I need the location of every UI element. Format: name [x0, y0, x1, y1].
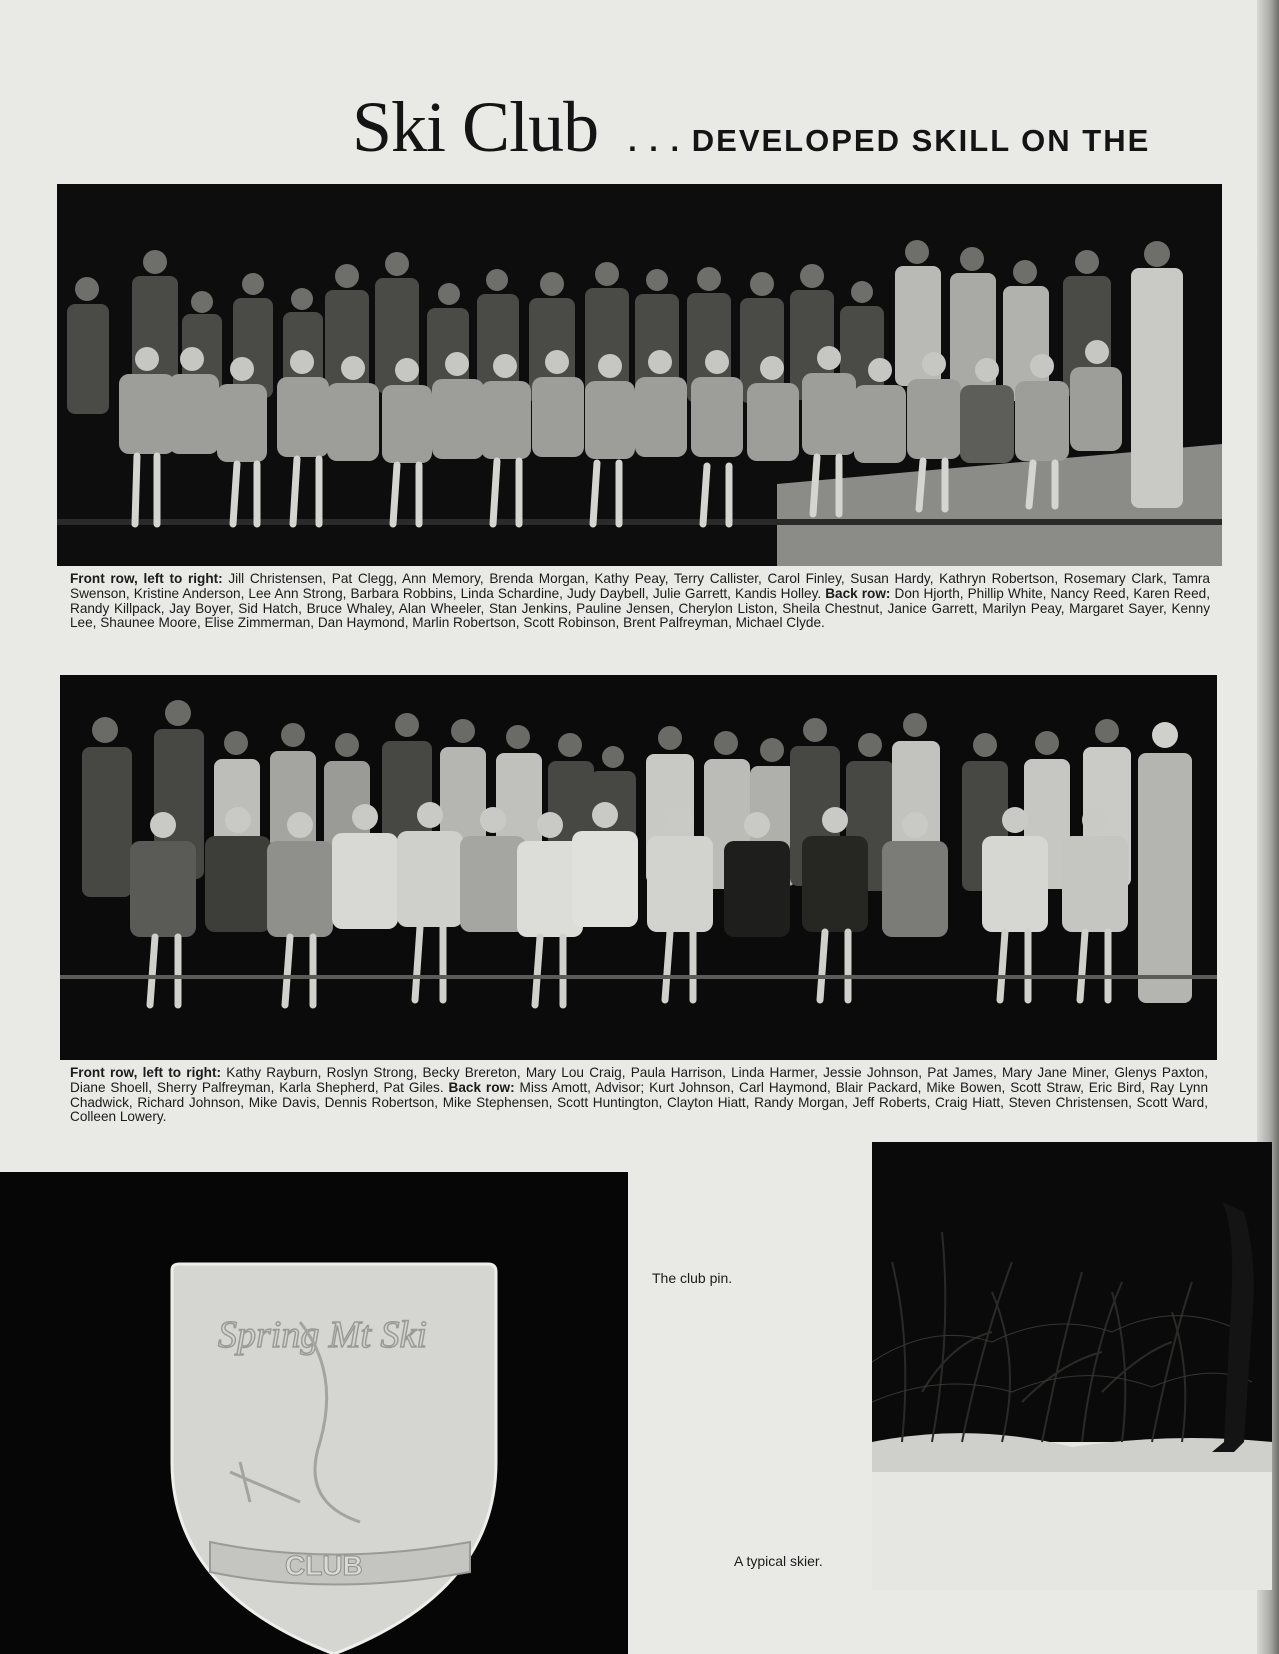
group-photo-1-image [57, 184, 1222, 566]
photo2-front-row-label: Front row, left to right: [70, 1065, 222, 1080]
photo1-caption [70, 572, 1210, 631]
page-title: Ski Club [352, 87, 599, 167]
page-heading [352, 86, 1150, 166]
photo1-back-row-names: Don Hjorth, Phillip White, Nancy Reed, Karen Reed, Randy Killpack, Jay Boyer, Sid Hatch, Bruce Whaley, Alan Wheeler, Stan Jenkins, Pauline Jensen, Cherylon Liston, Sheila Chestnut, Janice Garrett, Marilyn Peay, Margaret Sayer, Kenny Lee, Shaunee Moore, Elise Zimmerman, Dan Haymond, Marlin Robertson, Scott Robinson, Brent Palfreyman, Michael Clyde. [70, 585, 1210, 631]
photo1-front-row-label: Front row, left to right: [70, 571, 223, 586]
photo2-front-row-names: Kathy Rayburn, Roslyn Strong, Becky Brereton, Mary Lou Craig, Paula Harrison, Linda Harmer, Jessie Johnson, Pat James, Mary Jane Miner, Glenys Paxton, Diane Shoell, Sherry Palfreyman, Karla Shepherd, Pat Giles. [70, 1065, 1208, 1095]
photo2-back-row-label: Back row: [448, 1079, 515, 1095]
page-subtitle: . . . DEVELOPED SKILL ON THE [628, 123, 1151, 158]
club-pin-image [0, 1172, 628, 1654]
group-photo-2 [60, 675, 1217, 1060]
pin-emblem-text: Spring Mt Ski [218, 1314, 427, 1356]
skier-caption: A typical skier. [734, 1553, 823, 1569]
pin-club-text: CLUB [285, 1550, 363, 1581]
skier-photo [872, 1142, 1272, 1590]
photo1-front-row-names: Jill Christensen, Pat Clegg, Ann Memory, Brenda Morgan, Kathy Peay, Terry Callister, Carol Finley, Susan Hardy, Kathryn Robertson, Rosemary Clark, Tamra Swenson, Kristine Anderson, Lee Ann Strong, Barbara Robbins, Linda Schardine, Judy Daybell, Julie Garrett, Kandis Holley. [70, 571, 1210, 601]
group-photo-2-image [60, 675, 1217, 1060]
photo1-back-row-label: Back row: [825, 585, 891, 601]
club-pin-photo [0, 1172, 628, 1654]
skier-image [872, 1142, 1272, 1590]
club-pin-caption: The club pin. [652, 1270, 733, 1286]
photo2-back-row-names: Miss Amott, Advisor; Kurt Johnson, Carl Haymond, Blair Packard, Mike Bowen, Scott Straw, Eric Bird, Ray Lynn Chadwick, Richard Johnson, Mike Davis, Dennis Robertson, Mike Stephensen, Scott Huntington, Clayton Hiatt, Randy Morgan, Jeff Roberts, Craig Hiatt, Steven Christensen, Scott Ward, Colleen Lowery. [70, 1079, 1209, 1125]
photo2-caption [70, 1066, 1208, 1125]
group-photo-1 [57, 184, 1222, 566]
